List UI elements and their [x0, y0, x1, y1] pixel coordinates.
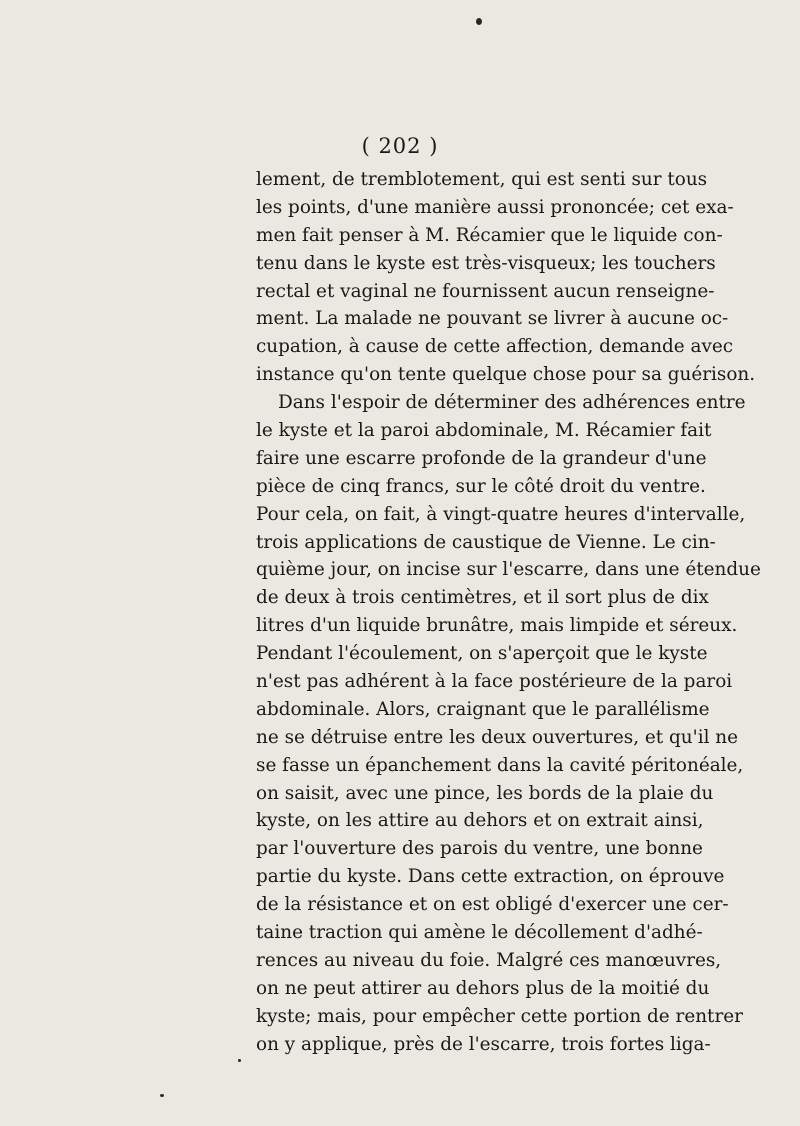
body-text — [256, 166, 761, 1059]
text-line: de deux à trois centimètres, et il sort plus de dix — [256, 587, 709, 609]
text-line: taine traction qui amène le décollement d'adhé- — [256, 922, 703, 944]
text-line: kyste, on les attire au dehors et on extrait ainsi, — [256, 810, 704, 832]
text-line: par l'ouverture des parois du ventre, une bonne — [256, 838, 703, 860]
text-line: on saisit, avec une pince, les bords de la plaie du — [256, 782, 714, 804]
page-number: ( 202 ) — [361, 134, 439, 158]
text-line: Dans l'espoir de déterminer des adhérences entre — [278, 392, 746, 414]
text-line: lement, de tremblotement, qui est senti sur tous — [256, 169, 708, 190]
text-line: trois applications de caustique de Vienne. Le cin- — [256, 531, 716, 553]
text-line: se fasse un épanchement dans la cavité péritonéale, — [256, 754, 744, 776]
text-line: on ne peut attirer au dehors plus de la moitié du — [256, 977, 710, 999]
text-line: n'est pas adhérent à la face postérieure de la paroi — [256, 671, 733, 693]
text-line: faire une escarre profonde de la grandeur d'une — [256, 447, 707, 469]
text-line: tenu dans le kyste est très-visqueux; les touchers — [256, 252, 716, 274]
text-line: men fait penser à M. Récamier que le liquide con- — [256, 224, 723, 246]
text-line: ne se détruise entre les deux ouvertures, et qu'il ne — [256, 726, 739, 748]
text-line: quième jour, on incise sur l'escarre, dans une étendue — [256, 559, 761, 581]
text-line: abdominale. Alors, craignant que le parallélisme — [256, 698, 710, 720]
text-line: pièce de cinq francs, sur le côté droit du ventre. — [256, 475, 706, 497]
text-line: rectal et vaginal ne fournissent aucun renseigne- — [256, 280, 715, 302]
text-line: rences au niveau du foie. Malgré ces manœuvres, — [256, 949, 722, 971]
text-line: litres d'un liquide brunâtre, mais limpide et séreux. — [256, 615, 738, 637]
text-line: ment. La malade ne pouvant se livrer à aucune oc- — [256, 308, 729, 330]
text-line: cupation, à cause de cette affection, demande avec — [256, 336, 734, 358]
text-line: Pendant l'écoulement, on s'aperçoit que le kyste — [256, 643, 708, 665]
paper-speck — [160, 1094, 164, 1097]
text-line: kyste; mais, pour empêcher cette portion de rentrer — [256, 1005, 743, 1027]
text-line: de la résistance et on est obligé d'exercer une cer- — [256, 894, 729, 916]
text-line: le kyste et la paroi abdominale, M. Récamier fait — [256, 420, 712, 442]
paper-speck — [238, 1059, 241, 1062]
paper-speck — [476, 18, 482, 25]
text-line: les points, d'une manière aussi prononcée; cet exa- — [256, 196, 734, 218]
text-line: Pour cela, on fait, à vingt-quatre heures d'intervalle, — [256, 503, 746, 525]
text-line: partie du kyste. Dans cette extraction, on éprouve — [256, 866, 725, 888]
text-line: on y applique, près de l'escarre, trois fortes liga- — [256, 1033, 711, 1055]
text-line: instance qu'on tente quelque chose pour sa guérison. — [256, 364, 756, 386]
